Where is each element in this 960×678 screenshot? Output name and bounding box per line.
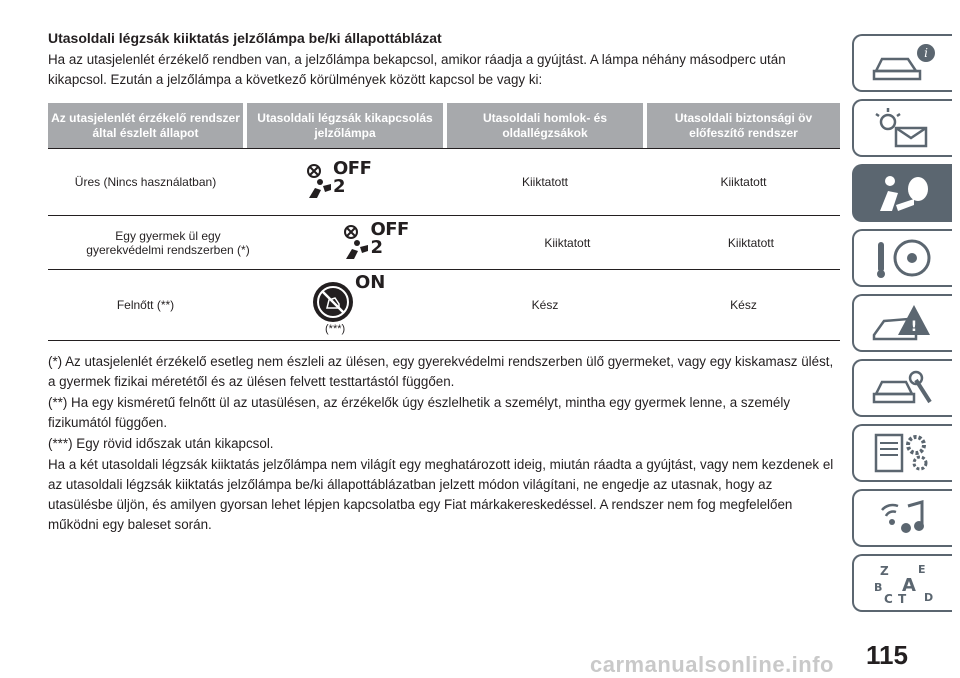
cell-lamp xyxy=(292,216,473,269)
svg-text:i: i xyxy=(924,46,928,60)
cell-lamp xyxy=(247,270,443,340)
cell-pretensioner: Kész xyxy=(730,298,757,312)
specs-gears-icon[interactable] xyxy=(852,424,952,482)
lamp-text: ON xyxy=(355,272,386,293)
svg-text:B: B xyxy=(874,581,883,594)
airbag-on-lamp-icon xyxy=(305,272,386,335)
table-header xyxy=(48,103,840,148)
page-number: 115 xyxy=(866,640,908,670)
cell-pretensioner: Kiiktatott xyxy=(727,235,774,250)
cell-pretensioner: Kiiktatott xyxy=(720,175,767,189)
svg-text:A: A xyxy=(902,575,916,596)
cell-state: Egy gyermek ül egy gyerekvédelmi rendszerben (*) xyxy=(86,228,250,257)
airbag-off-lamp-icon xyxy=(305,160,385,204)
intro-paragraph: Ha az utasjelenlét érzékelő rendben van, a jelzőlámpa bekapcsol, amikor ráadja a gyújtást. A lámpa néhány másodperc után kikapcsol. Ezután a jelzőlámpa a következő körülmények között kapcsol be vagy ki: xyxy=(48,52,786,87)
watermark: carmanualsonline.info xyxy=(590,652,834,677)
table-row xyxy=(48,270,840,341)
cell-state: Üres (Nincs használatban) xyxy=(74,175,217,189)
svg-text:T: T xyxy=(898,592,907,605)
cell-state: Felnőtt (**) xyxy=(116,298,175,312)
warning-lights-icon[interactable] xyxy=(852,99,952,157)
multimedia-icon[interactable] xyxy=(852,489,952,547)
header-belt-pretensioner: Utasoldali biztonsági öv előfeszítő rendszer xyxy=(647,103,840,148)
svg-text:Z: Z xyxy=(880,564,889,578)
svg-text:D: D xyxy=(924,591,934,604)
emergency-icon[interactable] xyxy=(852,294,952,352)
footnote: (*) Az utasjelenlét érzékelő esetleg nem észleli az ülésen, egy gyerekvédelmi rendszerben ülő gyermeket, vagy egy kiskamasz ülést, a gyermek fizikai méretétől és az ülésen felvett testtartástól függően. xyxy=(48,354,834,389)
lamp-text: OFF xyxy=(333,158,372,179)
warning-paragraph: Ha a két utasoldali légzsák kiiktatás jelzőlámpa nem világít egy meghatározott ideig, miután ráadta a gyújtást, vagy nem kezdenek el az utasoldali légzsák kiiktatás jelzőlámpa be/ki állapottáblázatban jelzett módon világítani, ne engedje az utasnak, hogy az utasülésbe üljön, és amilyen gyorsan lehet lépjen kapcsolatba egy Fiat márkakereskedéssel. A rendszer nem fog megfelelően működni egy baleset során. xyxy=(48,457,834,532)
section-title: Utasoldali légzsák kiiktatás jelzőlámpa be/ki állapottáblázat xyxy=(48,30,442,46)
lamp-text: OFF xyxy=(370,218,409,240)
table-row xyxy=(48,148,840,216)
car-info-icon[interactable] xyxy=(852,34,952,92)
header-front-side-airbags: Utasoldali homlok- és oldallégzsákok xyxy=(447,103,643,148)
car-service-icon[interactable] xyxy=(852,359,952,417)
chapter-tabs xyxy=(852,34,956,619)
svg-text:E: E xyxy=(918,563,926,576)
cell-lamp xyxy=(247,149,443,215)
lamp-number: 2 xyxy=(370,236,383,258)
header-detected-state: Az utasjelenlét érzékelő rendszer által észlelt állapot xyxy=(48,103,243,148)
lamp-number: 2 xyxy=(333,176,346,197)
airbag-off-lamp-icon xyxy=(342,218,422,265)
index-letters-icon[interactable] xyxy=(852,554,952,612)
header-deactivation-lamp: Utasoldali légzsák kikapcsolás jelzőlámpa xyxy=(247,103,443,148)
footnote: (***) Egy rövid időszak után kikapcsol. xyxy=(48,436,274,451)
footnotes xyxy=(48,352,838,536)
cell-airbags: Kész xyxy=(531,298,559,312)
airbag-seat-icon[interactable] xyxy=(852,164,952,222)
cell-airbags: Kiiktatott xyxy=(521,175,569,189)
svg-text:!: ! xyxy=(910,319,918,335)
steering-wheel-icon[interactable] xyxy=(852,229,952,287)
airbag-status-table xyxy=(48,103,840,341)
svg-text:C: C xyxy=(884,592,893,605)
footnote: (**) Ha egy kisméretű felnőtt ül az utasülésen, az érzékelők úgy észlelhetik a személyt, mintha egy gyermek lenne, a személy fizikumától függően. xyxy=(48,395,791,430)
cell-airbags: Kiiktatott xyxy=(544,235,591,250)
table-row xyxy=(48,216,840,270)
lamp-footnote: (***) xyxy=(325,323,346,335)
